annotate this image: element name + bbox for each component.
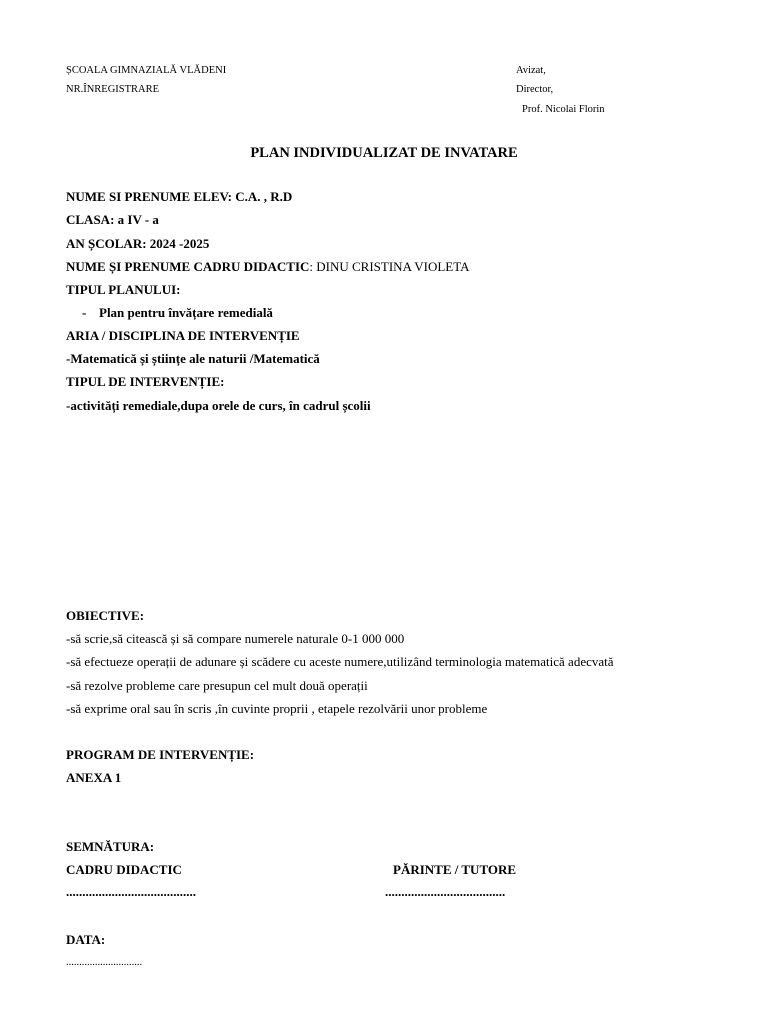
plan-type-bullet: - [82,305,87,320]
school-year: AN ȘCOLAR: 2024 -2025 [66,236,210,251]
teacher-signature-label: CADRU DIDACTIC [66,862,182,877]
plan-type-label: TIPUL PLANULUI: [66,282,181,297]
teacher-value: : DINU CRISTINA VIOLETA [309,259,470,274]
annex-label: ANEXA 1 [66,770,122,785]
student-class: CLASA: a IV - a [66,212,159,227]
objective-item: -să scrie,să citească și să compare numerele naturale 0-1 000 000 [66,631,405,646]
objective-item: -să exprime oral sau în scris ,în cuvinte proprii , etapele rezolvării unor probleme [66,701,488,716]
teacher-line [66,259,470,275]
registration-number: NR.ÎNREGISTRARE [66,84,160,95]
objective-item: -să efectueze operații de adunare și scădere cu aceste numere,utilizând terminologia matematică adecvată [66,654,614,669]
intervention-type-label: TIPUL DE INTERVENȚIE: [66,374,225,389]
date-heading: DATA: [66,932,106,947]
student-name: NUME SI PRENUME ELEV: C.A. , R.D [66,189,293,204]
intervention-area-value: -Matematică și științe ale naturii /Matematică [66,351,320,366]
plan-type-value: Plan pentru învățare remedială [99,305,273,320]
parent-signature-label: PĂRINTE / TUTORE [393,862,517,877]
signature-heading: SEMNĂTURA: [66,839,155,854]
director-name: Prof. Nicolai Florin [522,104,605,115]
date-line: ............................. [66,957,143,968]
intervention-type-value: -activități remediale,dupa orele de curs, în cadrul școlii [66,398,371,413]
director-label: Director, [516,84,554,95]
program-heading: PROGRAM DE INTERVENȚIE: [66,747,255,762]
parent-signature-line: ..................................... [385,884,506,899]
school-name: ȘCOALA GIMNAZIALĂ VLĂDENI [66,65,227,76]
teacher-signature-line: ........................................ [66,884,196,899]
teacher-label: NUME ȘI PRENUME CADRU DIDACTIC [66,259,310,274]
approval-label: Avizat, [516,65,546,76]
intervention-area-label: ARIA / DISCIPLINA DE INTERVENȚIE [66,328,300,343]
objectives-heading: OBIECTIVE: [66,608,145,623]
page-title: PLAN INDIVIDUALIZAT DE INVATARE [250,145,518,161]
objective-item: -să rezolve probleme care presupun cel mult două operații [66,678,368,693]
